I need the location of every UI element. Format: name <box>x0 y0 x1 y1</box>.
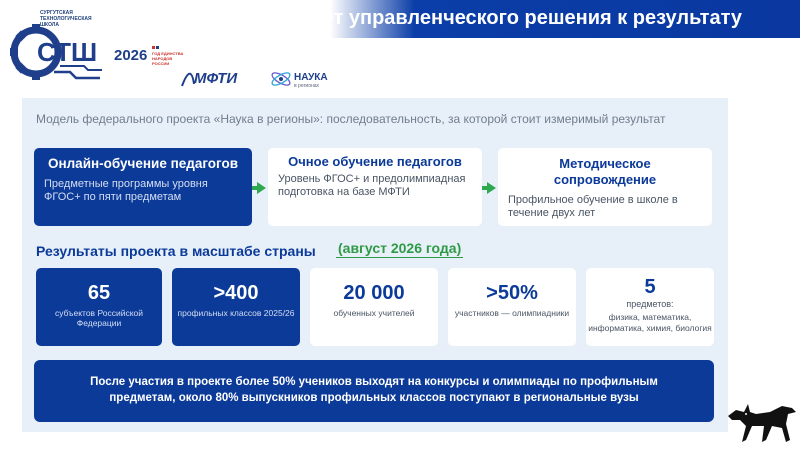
slide-title: От управленческого решения к результату <box>317 7 742 29</box>
stage-description: Профильное обучение в школе в течение двух лет <box>508 194 678 219</box>
results-date: (август 2026 года) <box>338 240 462 256</box>
stat-label-prefix: предметов: <box>626 299 674 309</box>
svg-text:2026: 2026 <box>114 47 148 64</box>
stsh-logo-caption: СУРГУТСКАЯ ТЕХНОЛОГИЧЕСКАЯ ШКОЛА <box>40 10 92 28</box>
year-2026-logo <box>114 42 190 68</box>
stage-description: Уровень ФГОС+ и предолимпиадная подготовка на базе МФТИ <box>278 173 466 198</box>
stage-title: Очное обучение педагогов <box>288 154 462 169</box>
stage-description: Предметные программы уровня ФГОС+ по пяти предметам <box>44 178 208 203</box>
stat-card-subjects <box>586 268 714 346</box>
stat-value: 65 <box>87 282 111 304</box>
title-bar <box>317 0 800 38</box>
stat-card-teachers <box>310 268 438 346</box>
svg-text:МФТИ: МФТИ <box>194 70 238 87</box>
stat-value: 5 <box>644 276 656 298</box>
stat-label: профильных классов 2025/26 <box>177 308 295 318</box>
stat-label: обученных учителей <box>333 308 415 318</box>
stat-value: >50% <box>486 282 538 304</box>
arrow-right-icon <box>257 182 266 194</box>
fox-mascot-icon <box>726 396 798 446</box>
results-heading: Результаты проекта в масштабе страны <box>36 243 316 259</box>
stat-card-regions <box>36 268 162 346</box>
arrow-right-icon <box>487 182 496 194</box>
slide-header <box>0 0 800 96</box>
svg-text:РОССИИ: РОССИИ <box>152 61 170 66</box>
stat-label: участников — олимпиадники <box>454 308 570 318</box>
stage-card-methodical <box>498 148 712 226</box>
svg-text:ГОД ЕДИНСТВА: ГОД ЕДИНСТВА <box>152 51 184 56</box>
stat-value: 20 000 <box>343 282 405 304</box>
stat-label: субъектов Российской Федерации <box>55 308 143 328</box>
stage-card-online <box>34 148 252 226</box>
main-panel <box>22 98 728 432</box>
conclusion-banner: После участия в проекте более 50% учеников выходят на конкурсы и олимпиады по профильным предметам, около 80% выпускников профильных классов поступают в региональные вузы <box>34 360 714 422</box>
svg-text:в регионах: в регионах <box>294 83 320 89</box>
stat-value: >400 <box>213 282 259 304</box>
stage-card-offline <box>268 148 482 226</box>
intro-text: Модель федерального проекта «Наука в регионы»: последовательность, за которой стоит измеримый результат <box>36 112 666 126</box>
stage-title: Онлайн-обучение педагогов <box>47 156 239 171</box>
stage-title: Методическое сопровождение <box>553 156 657 187</box>
svg-text:СТШ: СТШ <box>37 37 98 67</box>
stat-card-olympiad <box>448 268 576 346</box>
stat-card-classes <box>172 268 300 346</box>
stat-label: физика, математика, информатика, химия, биология <box>588 312 712 333</box>
nauka-logo <box>270 66 336 92</box>
svg-text:НАУКА: НАУКА <box>294 72 328 83</box>
mipt-logo <box>180 66 260 90</box>
svg-text:НАРОДОВ: НАРОДОВ <box>152 56 173 61</box>
